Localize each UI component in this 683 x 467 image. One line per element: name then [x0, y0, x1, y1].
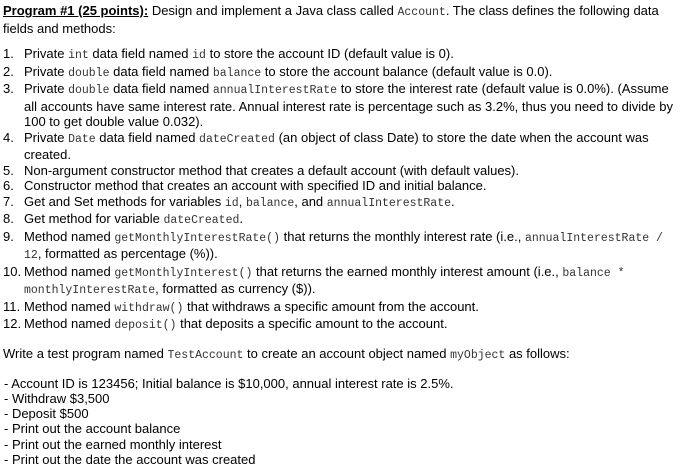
requirement-text: (an object of class Date) to store the date when the account was created.: [24, 130, 649, 163]
requirement-text: data field named: [89, 46, 192, 61]
test-text-1: Write a test program named: [3, 346, 168, 361]
requirement-text: .: [239, 211, 243, 226]
requirement-item: [3, 130, 680, 163]
test-text-3: as follows:: [505, 346, 569, 361]
requirement-text: that withdraws a specific amount from the account.: [183, 299, 479, 314]
requirement-number: 9.: [3, 229, 14, 245]
code-term: getMonthlyInterestRate(): [114, 232, 280, 245]
object-name-code: myObject: [450, 349, 505, 362]
requirement-text: Method named: [24, 299, 114, 314]
requirement-item: [3, 46, 680, 64]
program-intro: [3, 3, 680, 37]
requirement-text: to store the interest rate (default value is 0.0%). (Assume all accounts have same interest rate. Annual interest rate is percentage such as 3.2%, thus you need to divide by 100 to get double value 0.032).: [24, 81, 673, 129]
code-term: dateCreated: [199, 133, 275, 146]
code-term: annualInterestRate / 12: [24, 232, 663, 263]
code-term: annualInterestRate: [327, 197, 451, 210]
requirement-item: [3, 211, 680, 229]
requirement-item: [3, 64, 680, 82]
code-term: balance * monthlyInterestRate: [24, 267, 625, 298]
requirement-text: Private: [24, 81, 68, 96]
code-term: id: [225, 197, 239, 210]
requirement-number: 2.: [3, 64, 14, 80]
requirement-item: [3, 264, 680, 299]
requirement-text: ,: [239, 194, 246, 209]
requirement-item: [3, 299, 680, 317]
requirement-text: Private: [24, 64, 68, 79]
requirement-text: Non-argument constructor method that creates a default account (with default values).: [24, 163, 519, 178]
code-term: Date: [68, 133, 96, 146]
requirement-item: [3, 229, 680, 264]
class-name-code: Account: [398, 6, 446, 19]
requirement-item: [3, 178, 680, 194]
test-step-item: - Deposit $500: [3, 406, 680, 421]
code-term: double: [68, 67, 109, 80]
requirement-number: 5.: [3, 163, 14, 179]
requirement-text: that deposits a specific amount to the account.: [176, 316, 447, 331]
assignment-document: [3, 3, 680, 467]
code-term: deposit(): [114, 319, 176, 332]
test-step-item: - Print out the account balance: [3, 421, 680, 436]
requirement-number: 7.: [3, 194, 14, 210]
test-steps-list: [3, 376, 680, 467]
requirement-number: 1.: [3, 46, 14, 62]
test-step-item: - Print out the date the account was created: [3, 452, 680, 467]
code-term: balance: [246, 197, 294, 210]
requirement-text: Private: [24, 130, 68, 145]
requirement-text: Method named: [24, 316, 114, 331]
code-term: withdraw(): [114, 302, 183, 315]
program-title: Program #1 (25 points):: [3, 3, 148, 18]
requirement-text: data field named: [110, 64, 213, 79]
code-term: balance: [213, 67, 261, 80]
requirement-text: Get method for variable: [24, 211, 163, 226]
requirement-text: .: [451, 194, 455, 209]
requirement-number: 10.: [3, 264, 21, 280]
requirement-number: 8.: [3, 211, 14, 227]
requirement-number: 12.: [3, 316, 21, 332]
requirement-number: 4.: [3, 130, 14, 146]
requirement-text: Private: [24, 46, 68, 61]
requirement-number: 3.: [3, 81, 14, 97]
requirement-text: data field named: [96, 130, 199, 145]
requirement-item: [3, 194, 680, 212]
requirement-text: , formatted as currency ($)).: [155, 281, 315, 296]
intro-text-1: Design and implement a Java class called: [148, 3, 397, 18]
code-term: annualInterestRate: [213, 84, 337, 97]
code-term: id: [192, 49, 206, 62]
intro-text-2: . The class defines the following data fields and methods:: [3, 3, 659, 36]
requirement-text: , and: [294, 194, 327, 209]
test-text-2: to create an account object named: [243, 346, 450, 361]
code-term: double: [68, 84, 109, 97]
requirement-text: Method named: [24, 264, 114, 279]
requirement-text: Constructor method that creates an account with specified ID and initial balance.: [24, 178, 486, 193]
code-term: int: [68, 49, 89, 62]
requirement-text: to store the account ID (default value is 0).: [206, 46, 454, 61]
requirement-number: 6.: [3, 178, 14, 194]
requirement-number: 11.: [3, 299, 20, 315]
test-program-instructions: [3, 346, 680, 364]
requirements-list: [3, 46, 680, 334]
requirement-text: data field named: [110, 81, 213, 96]
requirement-text: that returns the monthly interest rate (i.e.,: [280, 229, 525, 244]
test-program-name-code: TestAccount: [168, 349, 244, 362]
requirement-text: Method named: [24, 229, 114, 244]
test-step-item: - Account ID is 123456; Initial balance is $10,000, annual interest rate is 2.5%.: [3, 376, 680, 391]
test-step-item: - Print out the earned monthly interest: [3, 437, 680, 452]
requirement-text: to store the account balance (default value is 0.0).: [261, 64, 552, 79]
requirement-text: Get and Set methods for variables: [24, 194, 225, 209]
requirement-item: [3, 81, 680, 130]
test-step-item: - Withdraw $3,500: [3, 391, 680, 406]
requirement-text: that returns the earned monthly interest amount (i.e.,: [252, 264, 562, 279]
requirement-text: , formatted as percentage (%)).: [38, 246, 218, 261]
requirement-item: [3, 316, 680, 334]
code-term: getMonthlyInterest(): [114, 267, 252, 280]
requirement-item: [3, 163, 680, 179]
code-term: dateCreated: [163, 214, 239, 227]
